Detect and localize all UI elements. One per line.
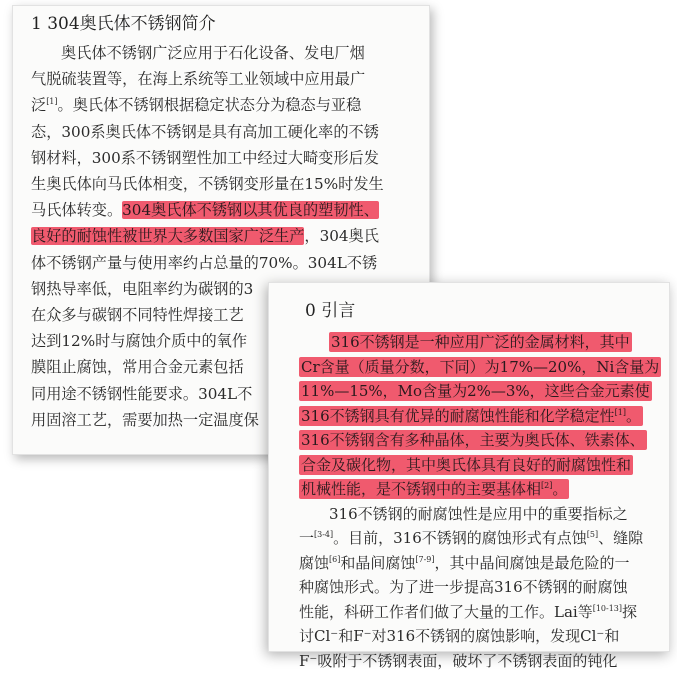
section-heading-introduction: 0 引言 <box>269 299 669 323</box>
text-line: 讨Cl⁻和F⁻对316不锈钢的腐蚀影响，发现Cl⁻和 <box>299 624 649 649</box>
citation: [5] <box>587 530 598 539</box>
citation: [3-4] <box>314 530 333 539</box>
highlighted-text: 良好的耐蚀性被世界大多数国家广泛生产 <box>31 227 304 245</box>
text-line: 膜阻止腐蚀，常用合金元素包括 <box>31 354 413 380</box>
text-line: 马氏体转变。304奥氏体不锈钢以其优良的塑韧性、 <box>31 197 413 223</box>
text-line: 泛[1]。奥氏体不锈钢根据稳定状态分为稳态与亚稳 <box>31 92 413 118</box>
text-line: 机械性能，是不锈钢中的主要基体相[2]。 <box>299 477 649 502</box>
document-excerpt-316 <box>268 282 670 652</box>
text-line: 316不锈钢是一种应用广泛的金属材料，其中 <box>299 330 649 355</box>
text-line: 气脱硫装置等，在海上系统等工业领域中应用最广 <box>31 66 413 92</box>
text-line: 316不锈钢含有多种晶体，主要为奥氏体、铁素体、 <box>299 428 649 453</box>
citation: [1] <box>615 408 626 417</box>
citation: [6] <box>329 555 340 564</box>
citation: [1] <box>46 97 57 106</box>
text-line: 生奥氏体向马氏体相变，不锈钢变形量在15%时发生 <box>31 171 413 197</box>
text-line: 奥氏体不锈钢广泛应用于石化设备、发电厂烟 <box>31 40 413 66</box>
text-line: 316不锈钢具有优异的耐腐蚀性能和化学稳定性[1]。 <box>299 404 649 429</box>
text-line: 11%—15%，Mo含量为2%—3%，这些合金元素使 <box>299 379 649 404</box>
highlighted-paragraph <box>299 330 649 502</box>
text-line: 腐蚀[6]和晶间腐蚀[7-9]，其中晶间腐蚀是最危险的一 <box>299 551 649 576</box>
citation: [7-9] <box>415 555 434 564</box>
text-line: 316不锈钢的耐腐蚀性是应用中的重要指标之 <box>299 502 649 527</box>
text-line: 钢材料，300系不锈钢塑性加工中经过大畸变形后发 <box>31 145 413 171</box>
text-line: 一[3-4]。目前，316不锈钢的腐蚀形式有点蚀[5]、缝隙 <box>299 526 649 551</box>
text-line: 同用途不锈钢性能要求。304L不 <box>31 381 413 407</box>
text-line: 体不锈钢产量与使用率约占总量的70%。304L不锈 <box>31 250 413 276</box>
text-line: 钢热导率低，电阻率约为碳钢的3 <box>31 276 413 302</box>
text-line: 达到12%时与腐蚀介质中的氧作 <box>31 328 413 354</box>
text-line: 种腐蚀形式。为了进一步提高316不锈钢的耐腐蚀 <box>299 575 649 600</box>
section-heading-304: 1 304奥氏体不锈钢简介 <box>31 12 413 36</box>
section-body-316 <box>299 330 649 673</box>
highlighted-text: 304奥氏体不锈钢以其优良的塑韧性、 <box>122 201 379 219</box>
text-line: 性能，科研工作者们做了大量的工作。Lai等[10-13]探 <box>299 600 649 625</box>
text-line: 良好的耐蚀性被世界大多数国家广泛生产，304奥氏 <box>31 223 413 249</box>
text-line: Cr含量（质量分数，下同）为17%—20%，Ni含量为 <box>299 355 649 380</box>
text-line: 合金及碳化物，其中奥氏体具有良好的耐腐蚀性和 <box>299 453 649 478</box>
text-line: 态，300系奥氏体不锈钢是具有高加工硬化率的不锈 <box>31 119 413 145</box>
citation: [2] <box>541 481 552 490</box>
citation: [10-13] <box>593 604 622 613</box>
text-line: 在众多与碳钢不同特性焊接工艺 <box>31 302 413 328</box>
text-line: F⁻吸附于不锈钢表面，破坏了不锈钢表面的钝化 <box>299 649 649 673</box>
text-line: 用固溶工艺，需要加热一定温度保 <box>31 407 413 433</box>
